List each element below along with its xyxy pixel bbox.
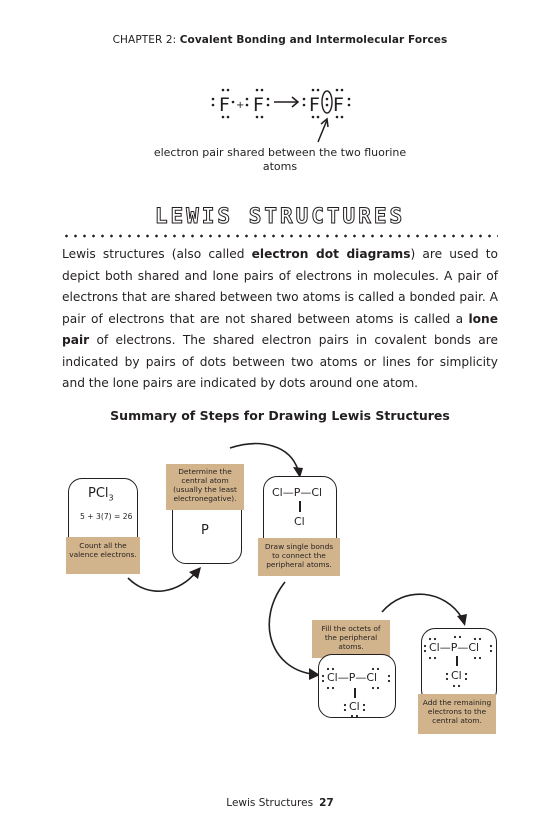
- step3-top: Cl—P—Cl: [272, 486, 323, 499]
- step2-note: Determine the central atom (usually the least electronegative).: [166, 464, 244, 510]
- page-number: 27: [319, 797, 334, 809]
- figure-caption: electron pair shared between the two fluorine atoms: [153, 146, 407, 173]
- step3-note: Draw single bonds to connect the peripheral atoms.: [258, 538, 340, 576]
- step4-top: Cl—P—Cl: [327, 671, 378, 684]
- body-text-2: ) are used to depict both shared and lone pairs of electrons in molecules. A pair of electrons that are shared between two atoms is called a bonded pair. A pair of electrons that are not shared between atoms is called a: [62, 247, 498, 326]
- fluorine-molecule-f2: F: [333, 94, 344, 116]
- step2-atom: P: [201, 523, 209, 538]
- step1-calc: 5 + 3(7) = 26: [80, 512, 133, 521]
- section-title: LEWIS STRUCTURES: [154, 204, 406, 228]
- footer-section-name: Lewis Structures: [226, 797, 314, 809]
- step1-note: Count all the valence electrons.: [66, 537, 140, 574]
- step5-top: Cl—P—Cl: [429, 641, 480, 654]
- plus-sign: +: [236, 100, 245, 111]
- pcl-subscript: 3: [108, 493, 114, 503]
- fluorine-atom-right: F: [253, 94, 264, 116]
- chapter-title: Covalent Bonding and Intermolecular Forces: [179, 34, 448, 46]
- chapter-label: CHAPTER 2:: [112, 34, 177, 46]
- step5-bottom: Cl: [451, 669, 462, 682]
- step4-note: Fill the octets of the peripheral atoms.: [312, 620, 390, 658]
- page-footer: [0, 797, 560, 809]
- summary-title: Summary of Steps for Drawing Lewis Structures: [110, 408, 450, 423]
- body-text-1: Lewis structures (also called: [62, 247, 252, 261]
- step5-note: Add the remaining electrons to the central atom.: [418, 694, 496, 734]
- step3-bottom: Cl: [294, 515, 305, 528]
- step4-bottom: Cl: [349, 700, 360, 713]
- term-electron-dot-diagrams: electron dot diagrams: [251, 247, 411, 261]
- fluorine-molecule-f1: F: [309, 94, 320, 116]
- pcl-text: PCl: [88, 486, 109, 501]
- term-lone-pair: lone pair: [62, 311, 498, 347]
- body-text-3: of electrons. The shared electron pairs in covalent bonds are indicated by pairs of dots between two atoms or lines for simplicity and the lone pairs are indicated by dots around one atom.: [62, 333, 498, 390]
- fluorine-atom-left: F: [219, 94, 230, 116]
